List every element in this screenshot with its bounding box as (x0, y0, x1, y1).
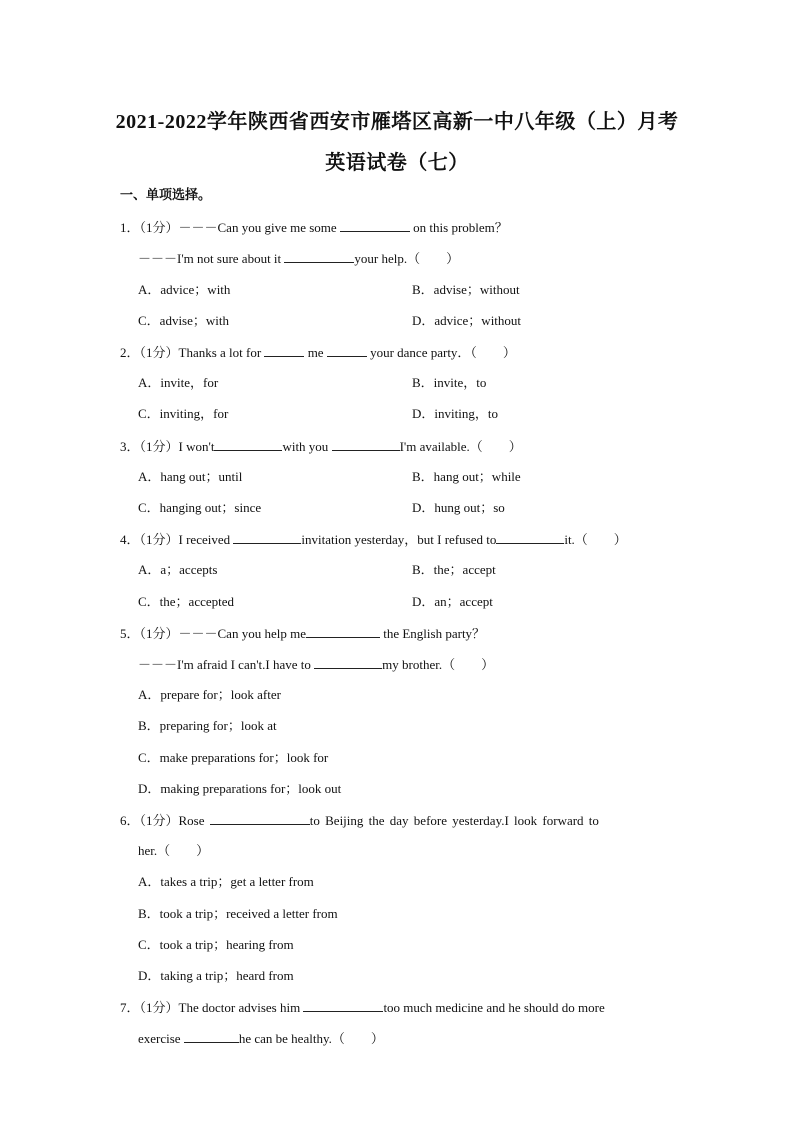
document-title-line2: 英语试卷（七） (325, 152, 469, 174)
option-c: C．make preparations for；look for (138, 750, 329, 765)
question-3-stem: 3．（1分）I won't with you I'm available.（ ） (120, 439, 522, 454)
answer-blank (214, 437, 282, 451)
answer-blank (210, 811, 310, 825)
answer-blank (233, 530, 301, 544)
option-d: D．making preparations for；look out (138, 781, 342, 796)
question-1-stem: 1．（1分）－－－Can you give me some on this problem？ (120, 220, 508, 235)
option-d: D．inviting，to (412, 406, 498, 421)
answer-blank (303, 998, 383, 1012)
option-d: D．an；accept (412, 594, 493, 609)
option-a: A．takes a trip；get a letter from (138, 874, 314, 889)
option-c: C．advise；with (138, 313, 229, 328)
option-b: B．took a trip；received a letter from (138, 906, 338, 921)
option-b: B．hang out；while (412, 469, 521, 484)
option-c: C．inviting，for (138, 406, 229, 421)
question-number: 7．（1分） (120, 1000, 179, 1015)
question-4-stem: 4．（1分）I received invitation yesterday，but I refused to it.（ ） (120, 532, 627, 547)
question-number: 1．（1分） (120, 220, 179, 235)
option-d: D．hung out；so (412, 500, 505, 515)
question-number: 5．（1分） (120, 626, 179, 641)
option-a: A．a；accepts (138, 562, 218, 577)
option-a: A．advice；with (138, 282, 231, 297)
question-number: 4．（1分） (120, 532, 179, 547)
answer-blank (327, 343, 367, 357)
option-c: C．took a trip；hearing from (138, 937, 294, 952)
question-5-stem: 5．（1分）－－－Can you help me the English party？ (120, 626, 486, 641)
option-b: B．the；accept (412, 562, 496, 577)
option-b: B．preparing for；look at (138, 718, 277, 733)
question-6-stem-2: her.（ ） (138, 843, 210, 858)
answer-blank (306, 624, 380, 638)
question-number: 6．（1分） (120, 813, 179, 828)
section-heading: 一、单项选择。 (120, 187, 212, 202)
question-number: 3．（1分） (120, 439, 179, 454)
answer-blank (284, 249, 354, 263)
answer-blank (496, 530, 564, 544)
answer-blank (332, 437, 400, 451)
option-a: A．hang out；until (138, 469, 243, 484)
document-title-line1: 2021-2022学年陕西省西安市雁塔区高新一中八年级（上）月考 (115, 111, 679, 133)
option-d: D．advice；without (412, 313, 522, 328)
option-c: C．hanging out；since (138, 500, 262, 515)
question-2-stem: 2．（1分）Thanks a lot for me your dance party．（ ） (120, 345, 516, 360)
question-5-stem-2: －－－I'm afraid I can't.I have to my brother.（ ） (138, 657, 495, 672)
option-a: A．prepare for；look after (138, 687, 281, 702)
option-d: D．taking a trip；heard from (138, 968, 294, 983)
option-b: B．invite，to (412, 375, 487, 390)
question-6-stem: 6．（1分）Rose to Beijing the day before yesterday.I look forward to (120, 813, 599, 828)
question-1-stem-2: －－－I'm not sure about it your help.（ ） (138, 251, 460, 266)
question-7-stem-2: exercise he can be healthy.（ ） (138, 1031, 384, 1046)
option-a: A．invite，for (138, 375, 219, 390)
option-c: C．the；accepted (138, 594, 235, 609)
answer-blank (340, 218, 410, 232)
option-b: B．advise；without (412, 282, 520, 297)
question-7-stem: 7．（1分）The doctor advises him too much medicine and he should do more (120, 1000, 605, 1015)
answer-blank (264, 343, 304, 357)
answer-blank (314, 655, 382, 669)
question-number: 2．（1分） (120, 345, 179, 360)
answer-blank (184, 1029, 239, 1043)
